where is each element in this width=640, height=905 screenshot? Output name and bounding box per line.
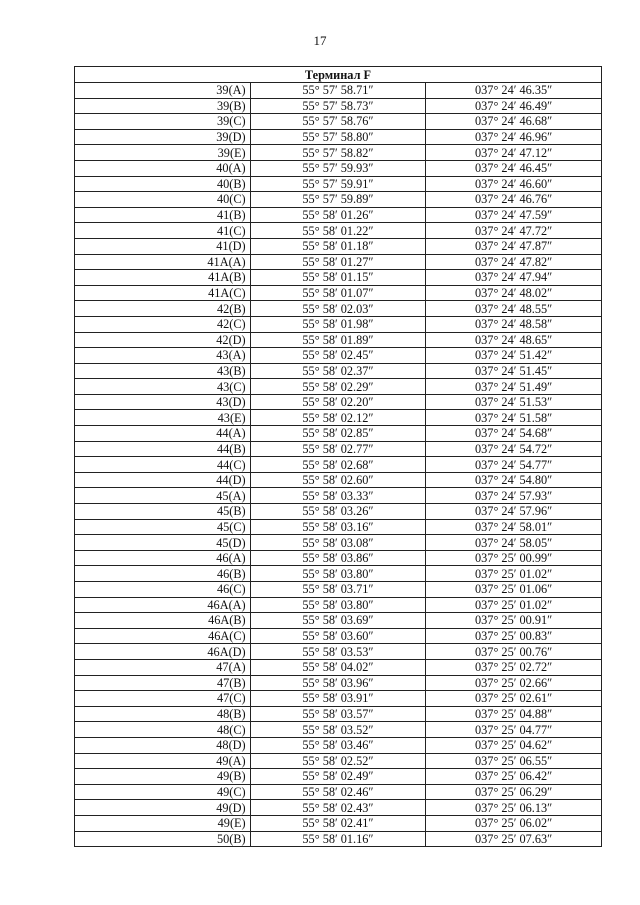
longitude-cell: 037° 25′ 02.72″ (426, 659, 602, 675)
latitude-cell: 55° 58′ 03.91″ (250, 691, 426, 707)
longitude-cell: 037° 24′ 51.49″ (426, 379, 602, 395)
table-row (75, 815, 602, 831)
latitude-cell: 55° 58′ 02.46″ (250, 784, 426, 800)
longitude-cell: 037° 24′ 54.68″ (426, 426, 602, 442)
latitude-cell: 55° 58′ 01.07″ (250, 285, 426, 301)
latitude-cell: 55° 58′ 03.96″ (250, 675, 426, 691)
table-row (75, 472, 602, 488)
point-id-cell: 46A(B) (75, 613, 251, 629)
point-id-cell: 49(D) (75, 800, 251, 816)
table-row (75, 332, 602, 348)
longitude-cell: 037° 25′ 00.83″ (426, 628, 602, 644)
longitude-cell: 037° 24′ 51.42″ (426, 348, 602, 364)
point-id-cell: 46A(A) (75, 597, 251, 613)
longitude-cell: 037° 25′ 06.13″ (426, 800, 602, 816)
point-id-cell: 50(B) (75, 831, 251, 847)
point-id-cell: 45(A) (75, 488, 251, 504)
table-row (75, 597, 602, 613)
point-id-cell: 48(B) (75, 706, 251, 722)
longitude-cell: 037° 24′ 51.58″ (426, 410, 602, 426)
longitude-cell: 037° 25′ 01.02″ (426, 566, 602, 582)
table-row (75, 722, 602, 738)
point-id-cell: 41(C) (75, 223, 251, 239)
longitude-cell: 037° 24′ 47.12″ (426, 145, 602, 161)
table-row (75, 426, 602, 442)
longitude-cell: 037° 25′ 06.42″ (426, 769, 602, 785)
latitude-cell: 55° 58′ 02.03″ (250, 301, 426, 317)
latitude-cell: 55° 58′ 03.53″ (250, 644, 426, 660)
longitude-cell: 037° 24′ 46.76″ (426, 192, 602, 208)
table-row (75, 784, 602, 800)
longitude-cell: 037° 24′ 58.01″ (426, 519, 602, 535)
table-row (75, 753, 602, 769)
table-row (75, 285, 602, 301)
table-row (75, 550, 602, 566)
point-id-cell: 39(E) (75, 145, 251, 161)
longitude-cell: 037° 24′ 47.82″ (426, 254, 602, 270)
longitude-cell: 037° 25′ 00.91″ (426, 613, 602, 629)
table-row (75, 379, 602, 395)
point-id-cell: 41(D) (75, 238, 251, 254)
table-row (75, 800, 602, 816)
point-id-cell: 39(D) (75, 129, 251, 145)
latitude-cell: 55° 58′ 02.41″ (250, 815, 426, 831)
table-row (75, 207, 602, 223)
table-row (75, 535, 602, 551)
table-row (75, 504, 602, 520)
table-body (75, 83, 602, 847)
point-id-cell: 46(B) (75, 566, 251, 582)
table-row (75, 457, 602, 473)
longitude-cell: 037° 24′ 46.96″ (426, 129, 602, 145)
latitude-cell: 55° 58′ 02.43″ (250, 800, 426, 816)
table-row (75, 98, 602, 114)
point-id-cell: 39(A) (75, 83, 251, 99)
longitude-cell: 037° 24′ 48.55″ (426, 301, 602, 317)
point-id-cell: 42(B) (75, 301, 251, 317)
longitude-cell: 037° 24′ 46.60″ (426, 176, 602, 192)
point-id-cell: 40(C) (75, 192, 251, 208)
table-row (75, 270, 602, 286)
point-id-cell: 44(C) (75, 457, 251, 473)
point-id-cell: 40(B) (75, 176, 251, 192)
longitude-cell: 037° 25′ 02.66″ (426, 675, 602, 691)
table-row (75, 706, 602, 722)
point-id-cell: 41A(C) (75, 285, 251, 301)
latitude-cell: 55° 58′ 01.18″ (250, 238, 426, 254)
point-id-cell: 42(C) (75, 316, 251, 332)
longitude-cell: 037° 24′ 46.68″ (426, 114, 602, 130)
table-row (75, 441, 602, 457)
coordinates-table (74, 66, 602, 847)
latitude-cell: 55° 58′ 01.89″ (250, 332, 426, 348)
latitude-cell: 55° 57′ 58.73″ (250, 98, 426, 114)
longitude-cell: 037° 25′ 04.88″ (426, 706, 602, 722)
latitude-cell: 55° 58′ 03.57″ (250, 706, 426, 722)
point-id-cell: 41A(A) (75, 254, 251, 270)
point-id-cell: 42(D) (75, 332, 251, 348)
longitude-cell: 037° 25′ 00.76″ (426, 644, 602, 660)
point-id-cell: 43(B) (75, 363, 251, 379)
longitude-cell: 037° 25′ 01.02″ (426, 597, 602, 613)
point-id-cell: 41A(B) (75, 270, 251, 286)
point-id-cell: 45(B) (75, 504, 251, 520)
point-id-cell: 46A(D) (75, 644, 251, 660)
latitude-cell: 55° 58′ 01.98″ (250, 316, 426, 332)
latitude-cell: 55° 58′ 02.29″ (250, 379, 426, 395)
latitude-cell: 55° 57′ 59.93″ (250, 160, 426, 176)
latitude-cell: 55° 58′ 01.16″ (250, 831, 426, 847)
table-row (75, 691, 602, 707)
latitude-cell: 55° 58′ 01.27″ (250, 254, 426, 270)
latitude-cell: 55° 58′ 02.49″ (250, 769, 426, 785)
table-row (75, 114, 602, 130)
table-row (75, 644, 602, 660)
point-id-cell: 49(A) (75, 753, 251, 769)
longitude-cell: 037° 24′ 54.72″ (426, 441, 602, 457)
table-row (75, 83, 602, 99)
table-row (75, 348, 602, 364)
latitude-cell: 55° 58′ 03.69″ (250, 613, 426, 629)
point-id-cell: 46(A) (75, 550, 251, 566)
longitude-cell: 037° 25′ 04.62″ (426, 737, 602, 753)
longitude-cell: 037° 25′ 06.02″ (426, 815, 602, 831)
longitude-cell: 037° 25′ 06.29″ (426, 784, 602, 800)
longitude-cell: 037° 24′ 48.65″ (426, 332, 602, 348)
point-id-cell: 49(C) (75, 784, 251, 800)
latitude-cell: 55° 58′ 02.37″ (250, 363, 426, 379)
latitude-cell: 55° 58′ 02.85″ (250, 426, 426, 442)
longitude-cell: 037° 24′ 57.96″ (426, 504, 602, 520)
longitude-cell: 037° 25′ 01.06″ (426, 582, 602, 598)
longitude-cell: 037° 24′ 47.59″ (426, 207, 602, 223)
point-id-cell: 39(C) (75, 114, 251, 130)
table-row (75, 192, 602, 208)
table-row (75, 566, 602, 582)
point-id-cell: 43(A) (75, 348, 251, 364)
table-row (75, 363, 602, 379)
latitude-cell: 55° 57′ 58.76″ (250, 114, 426, 130)
point-id-cell: 45(D) (75, 535, 251, 551)
latitude-cell: 55° 57′ 59.89″ (250, 192, 426, 208)
point-id-cell: 43(E) (75, 410, 251, 426)
latitude-cell: 55° 57′ 58.71″ (250, 83, 426, 99)
point-id-cell: 48(D) (75, 737, 251, 753)
point-id-cell: 48(C) (75, 722, 251, 738)
latitude-cell: 55° 58′ 01.22″ (250, 223, 426, 239)
table-row (75, 659, 602, 675)
latitude-cell: 55° 57′ 58.82″ (250, 145, 426, 161)
point-id-cell: 47(C) (75, 691, 251, 707)
longitude-cell: 037° 25′ 02.61″ (426, 691, 602, 707)
longitude-cell: 037° 24′ 46.45″ (426, 160, 602, 176)
latitude-cell: 55° 57′ 59.91″ (250, 176, 426, 192)
longitude-cell: 037° 24′ 58.05″ (426, 535, 602, 551)
longitude-cell: 037° 24′ 47.94″ (426, 270, 602, 286)
point-id-cell: 39(B) (75, 98, 251, 114)
longitude-cell: 037° 24′ 47.87″ (426, 238, 602, 254)
page-number: 17 (313, 33, 327, 48)
point-id-cell: 44(A) (75, 426, 251, 442)
table-caption: Терминал F (75, 67, 602, 83)
latitude-cell: 55° 58′ 03.80″ (250, 597, 426, 613)
longitude-cell: 037° 25′ 00.99″ (426, 550, 602, 566)
latitude-cell: 55° 58′ 03.52″ (250, 722, 426, 738)
latitude-cell: 55° 58′ 03.33″ (250, 488, 426, 504)
point-id-cell: 46(C) (75, 582, 251, 598)
table-row (75, 675, 602, 691)
table-row (75, 160, 602, 176)
point-id-cell: 49(E) (75, 815, 251, 831)
point-id-cell: 43(D) (75, 394, 251, 410)
table-row (75, 488, 602, 504)
latitude-cell: 55° 58′ 02.52″ (250, 753, 426, 769)
latitude-cell: 55° 58′ 03.16″ (250, 519, 426, 535)
table-row (75, 129, 602, 145)
latitude-cell: 55° 58′ 04.02″ (250, 659, 426, 675)
latitude-cell: 55° 58′ 03.60″ (250, 628, 426, 644)
table-row (75, 737, 602, 753)
point-id-cell: 44(D) (75, 472, 251, 488)
latitude-cell: 55° 58′ 01.15″ (250, 270, 426, 286)
table-row (75, 316, 602, 332)
longitude-cell: 037° 24′ 51.53″ (426, 394, 602, 410)
latitude-cell: 55° 58′ 02.77″ (250, 441, 426, 457)
point-id-cell: 40(A) (75, 160, 251, 176)
latitude-cell: 55° 58′ 02.60″ (250, 472, 426, 488)
point-id-cell: 44(B) (75, 441, 251, 457)
longitude-cell: 037° 24′ 47.72″ (426, 223, 602, 239)
table-row (75, 238, 602, 254)
table-row (75, 254, 602, 270)
point-id-cell: 49(B) (75, 769, 251, 785)
point-id-cell: 47(B) (75, 675, 251, 691)
latitude-cell: 55° 58′ 02.68″ (250, 457, 426, 473)
point-id-cell: 46A(C) (75, 628, 251, 644)
point-id-cell: 43(C) (75, 379, 251, 395)
latitude-cell: 55° 58′ 03.86″ (250, 550, 426, 566)
table-row (75, 613, 602, 629)
table-row (75, 519, 602, 535)
longitude-cell: 037° 24′ 57.93″ (426, 488, 602, 504)
latitude-cell: 55° 58′ 02.12″ (250, 410, 426, 426)
table-row (75, 582, 602, 598)
longitude-cell: 037° 24′ 48.58″ (426, 316, 602, 332)
latitude-cell: 55° 58′ 03.46″ (250, 737, 426, 753)
table-row (75, 410, 602, 426)
table-row (75, 394, 602, 410)
table-row (75, 769, 602, 785)
latitude-cell: 55° 58′ 01.26″ (250, 207, 426, 223)
longitude-cell: 037° 24′ 51.45″ (426, 363, 602, 379)
longitude-cell: 037° 24′ 46.49″ (426, 98, 602, 114)
latitude-cell: 55° 58′ 03.71″ (250, 582, 426, 598)
point-id-cell: 41(B) (75, 207, 251, 223)
point-id-cell: 45(C) (75, 519, 251, 535)
table-row (75, 223, 602, 239)
longitude-cell: 037° 24′ 54.80″ (426, 472, 602, 488)
latitude-cell: 55° 58′ 02.20″ (250, 394, 426, 410)
table-row (75, 301, 602, 317)
table-row (75, 628, 602, 644)
table-row (75, 145, 602, 161)
longitude-cell: 037° 25′ 07.63″ (426, 831, 602, 847)
latitude-cell: 55° 58′ 03.08″ (250, 535, 426, 551)
table-row (75, 831, 602, 847)
longitude-cell: 037° 24′ 48.02″ (426, 285, 602, 301)
latitude-cell: 55° 58′ 03.26″ (250, 504, 426, 520)
longitude-cell: 037° 25′ 04.77″ (426, 722, 602, 738)
table-row (75, 176, 602, 192)
latitude-cell: 55° 58′ 03.80″ (250, 566, 426, 582)
longitude-cell: 037° 25′ 06.55″ (426, 753, 602, 769)
longitude-cell: 037° 24′ 46.35″ (426, 83, 602, 99)
point-id-cell: 47(A) (75, 659, 251, 675)
latitude-cell: 55° 57′ 58.80″ (250, 129, 426, 145)
longitude-cell: 037° 24′ 54.77″ (426, 457, 602, 473)
latitude-cell: 55° 58′ 02.45″ (250, 348, 426, 364)
